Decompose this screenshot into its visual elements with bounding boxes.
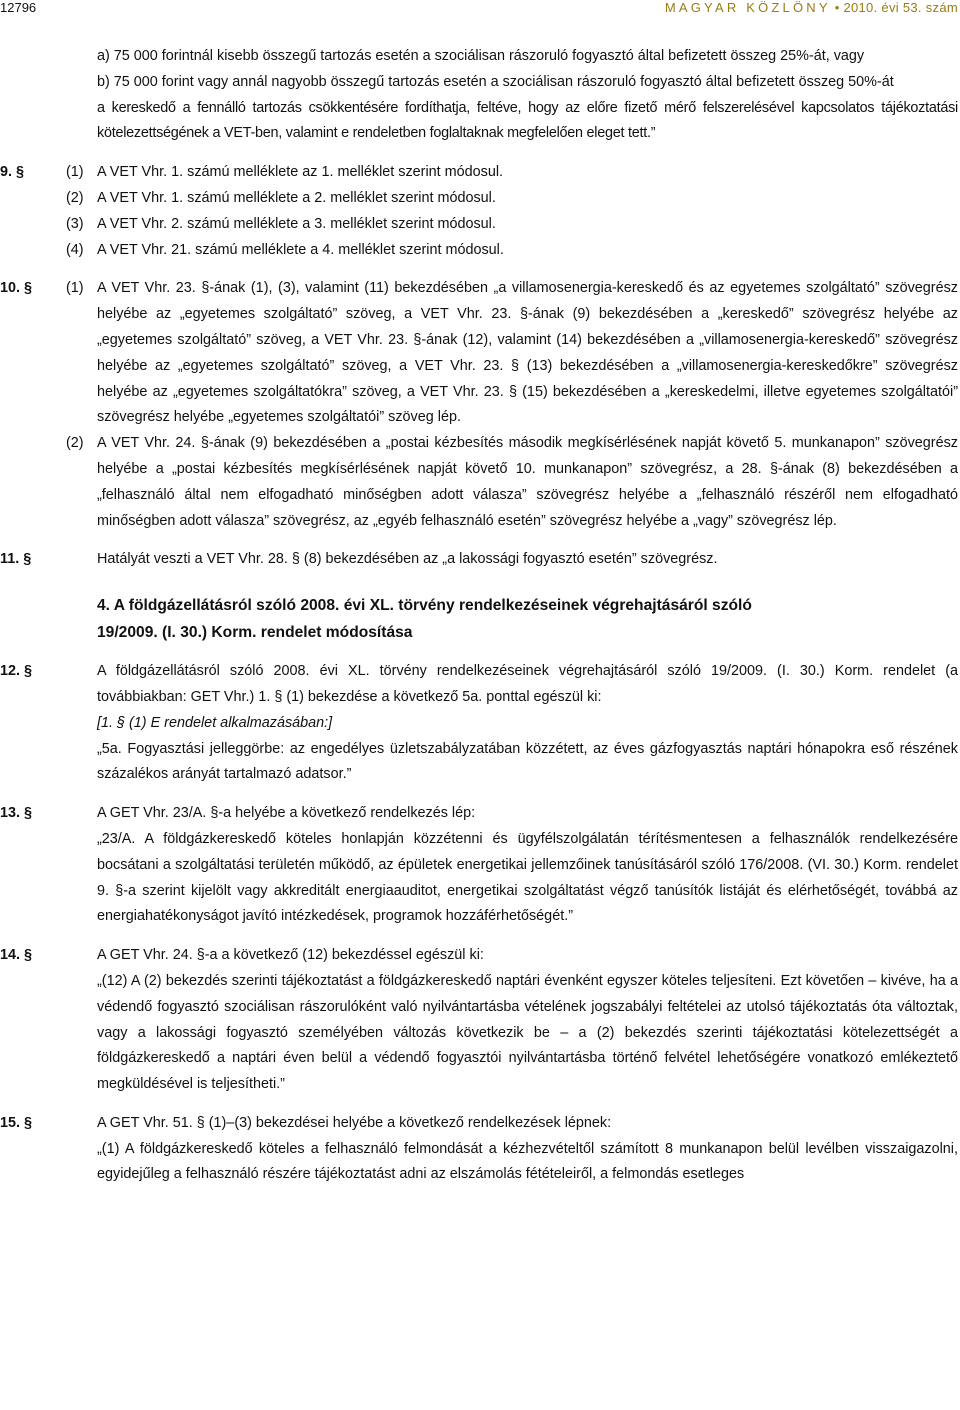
- section-11: [0, 547, 960, 573]
- subsection-text: A VET Vhr. 24. §-ának (9) bekezdésében a „postai kézbesítés második megkísérlésének napját követő 5. munkanapon” szövegrész helyébe a „postai kézbesítés megkísérlésének napját követő 10. munkanapon” szövegrész, a 28. §-ának (8) bekezdésében a „felhasználó által nem elfogadható minőségben adott válasza” szövegrész helyébe a „felhasználó részéről nem elfogadható minőségben adott válasza” szövegrész, az „egyéb felhasználó esetén” szövegrész helyébe a „vagy” szövegrész lép.: [97, 435, 958, 529]
- subsection: [66, 212, 958, 238]
- subsection-text: A VET Vhr. 1. számú melléklete a 2. melléklet szerint módosul.: [97, 189, 496, 206]
- subsection-number: (2): [66, 435, 84, 452]
- subsection-number: (1): [66, 164, 84, 181]
- subsection-text: A VET Vhr. 23. §-ának (1), (3), valamint (11) bekezdésében „a villamosenergia-kereskedő és az egyetemes szolgáltató” szövegrész helyébe az „egyetemes szolgáltató” szöveg, a VET Vhr. 23. §-ának (9) bekezdésében a „kereskedő” szövegrész helyébe az „egyetemes szolgáltató” szöveg, a VET Vhr. 23. §-ának (12), valamint (14) bekezdésében a „villamosenergia-kereskedő” szövegrész helyébe az „egyetemes szolgáltató” szöveg, a VET Vhr. 23. § (13) bekezdésében a „villamosenergia-kereskedőkre” szövegrész helyébe az „egyetemes szolgáltatókra” szöveg, a VET Vhr. 23. § (15) bekezdésében a „kereskedelmi, illetve egyetemes szolgáltatói” szövegrész helyébe „egyetemes szolgáltatói” szöveg lép.: [97, 280, 958, 426]
- section-text: A GET Vhr. 51. § (1)–(3) bekezdései helyébe a következő rendelkezések lépnek:: [97, 1114, 612, 1131]
- subsection-text: A VET Vhr. 1. számú melléklete az 1. melléklet szerint módosul.: [97, 164, 504, 181]
- section-quote: „(1) A földgázkereskedő köteles a felhasználó felmondását a kézhezvételtől számított 8 munkanapon belül levélben visszaigazolni, egyidejűleg a felhasználó részére tájékoztatást adni az elszámolás fétételeiről, a felmondás esetleges: [97, 1140, 958, 1183]
- section-12: [0, 659, 960, 788]
- publication-info: [665, 1, 958, 15]
- subsection-number: (2): [66, 189, 84, 206]
- section-text: A földgázellátásról szóló 2008. évi XL. törvény rendelkezéseinek végrehajtásáról szóló 19/2009. (I. 30.) Korm. rendelet (a továbbiakban: GET Vhr.) 1. § (1) bekezdése a következő 5a. ponttal egészül ki:: [97, 663, 958, 705]
- section-label: 9. §: [0, 164, 25, 181]
- intro-point-b: b) 75 000 forint vagy annál nagyobb összegű tartozás esetén a szociálisan rászoruló fogyasztó által befizetett összeg 50%-át: [97, 73, 894, 90]
- subsection: [66, 238, 958, 264]
- bullet-separator: •: [834, 0, 840, 15]
- subsection: [66, 186, 958, 212]
- intro-block: [97, 44, 958, 147]
- subsection-text: A VET Vhr. 21. számú melléklete a 4. melléklet szerint módosul.: [97, 241, 504, 258]
- section-quote: „5a. Fogyasztási jelleggörbe: az engedélyes üzletszabályzatában közzétett, az éves gázfogyasztás naptári hónapokra eső részének százalékos arányát tartalmazó adatsor.”: [97, 740, 958, 783]
- chapter-heading-line-2: 19/2009. (I. 30.) Korm. rendelet módosítása: [97, 624, 413, 642]
- section-context: [1. § (1) E rendelet alkalmazásában:]: [97, 714, 333, 731]
- chapter-heading: [97, 592, 960, 646]
- section-13: [0, 801, 960, 930]
- subsection-number: (4): [66, 241, 84, 258]
- section-15: [0, 1111, 960, 1188]
- subsection: [66, 431, 958, 534]
- section-quote: „(12) A (2) bekezdés szerinti tájékoztatást a földgázkereskedő naptári évenként egyszer köteles teljesíteni. Ezt követően – kivéve, ha a védendő fogyasztó szociálisan rászorulóként való nyilvántartásba vételének jogszabályi feltételei az utolsó tájékoztatás óta változtak, vagy a lakossági fogyasztó személyében változás következik be – a (2) bekezdés szerinti tájékoztatási kötelezettségét a földgázkereskedő a naptári éven belül a védendő fogyasztói nyilvántartásba történő felvétel lehetőségére vonatkozó emlékeztető megküldésével is teljesítheti.”: [97, 972, 958, 1093]
- section-14: [0, 943, 960, 1098]
- section-label: 11. §: [0, 551, 32, 568]
- subsection: [66, 160, 958, 186]
- publication-name: MAGYAR KÖZLÖNY: [664, 0, 831, 15]
- section-label: 14. §: [0, 947, 33, 964]
- intro-point-a: a) 75 000 forintnál kisebb összegű tartozás esetén a szociálisan rászoruló fogyasztó által befizetett összeg 25%-át, vagy: [97, 48, 865, 64]
- section-text: A GET Vhr. 24. §-a a következő (12) bekezdéssel egészül ki:: [97, 947, 484, 964]
- subsection-number: (1): [66, 280, 84, 297]
- section-text: Hatályát veszti a VET Vhr. 28. § (8) bekezdésében az „a lakossági fogyasztó esetén” szövegrész.: [97, 551, 718, 568]
- section-label: 12. §: [0, 663, 33, 680]
- section-label: 13. §: [0, 805, 33, 822]
- section-text: A GET Vhr. 23/A. §-a helyébe a következő rendelkezés lép:: [97, 805, 476, 822]
- chapter-heading-line-1: 4. A földgázellátásról szóló 2008. évi XL. törvény rendelkezéseinek végrehajtásáról szóló: [97, 597, 752, 615]
- section-label: 10. §: [0, 280, 33, 297]
- issue-info: 2010. évi 53. szám: [843, 0, 958, 15]
- subsection-number: (3): [66, 215, 84, 232]
- document-body: [0, 44, 960, 1188]
- section-10: [0, 276, 960, 534]
- section-label: 15. §: [0, 1114, 33, 1131]
- section-quote: „23/A. A földgázkereskedő köteles honlapján közzétenni és ügyfélszolgálatán térítésmentesen a felhasználók rendelkezésére bocsátani a szolgáltatási területén működő, az épületek energetikai jellemzőinek tanúsításáról szóló 176/2008. (VI. 30.) Korm. rendelet 9. §-a szerint kijelölt vagy akkreditált energiaauditot, energetikai szolgáltatást végző tanúsítók listáját és elérhetőségét, továbbá az energiahatékonyságot javító intézkedések, programok hozzáférhetőségét.”: [97, 830, 958, 925]
- page-number: 12796: [0, 0, 37, 15]
- subsection: [66, 276, 958, 431]
- intro-closing: a kereskedő a fennálló tartozás csökkentésére fordíthatja, feltéve, hogy az előre fizető mérő felszerelésével kapcsolatos tájékoztatási kötelezettségének a VET-ben, valamint e rendeletben foglaltaknak megfelelően eleget tett.”: [97, 99, 958, 142]
- section-9: [0, 160, 960, 263]
- subsection-text: A VET Vhr. 2. számú melléklete a 3. melléklet szerint módosul.: [97, 215, 496, 232]
- page-header: [0, 0, 960, 18]
